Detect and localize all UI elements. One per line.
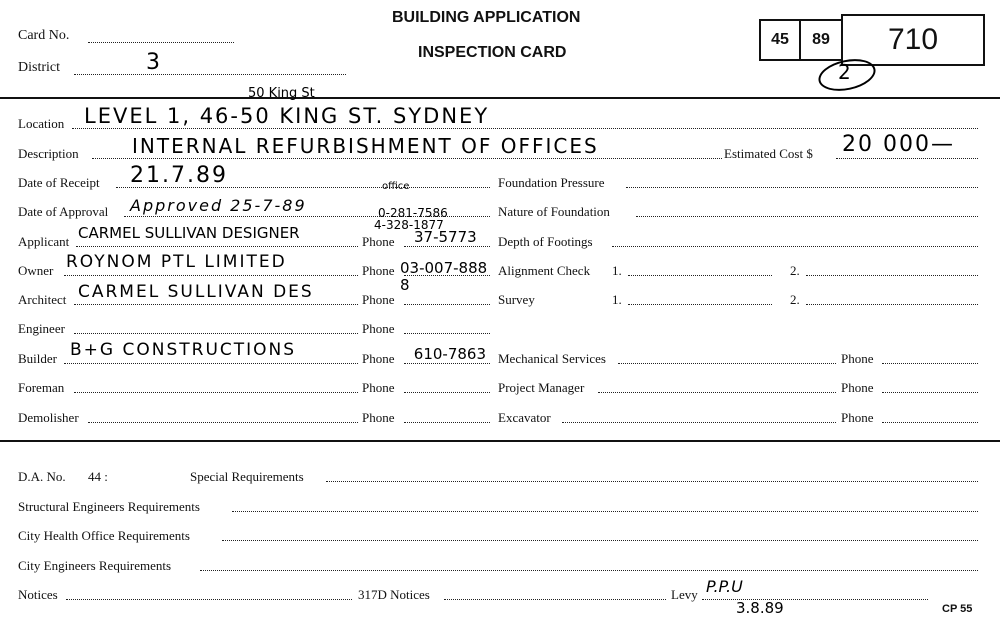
title-line-1: BUILDING APPLICATION xyxy=(392,9,581,26)
builder-phone: 610-7863 xyxy=(413,345,486,363)
date-approval-label: Date of Approval xyxy=(18,204,109,219)
special-requirements-label: Special Requirements xyxy=(190,469,304,484)
alignment-check-label: Alignment Check xyxy=(498,263,591,278)
ref-box-a: 45 xyxy=(759,19,801,61)
depth-footings-line xyxy=(612,246,978,247)
mechanical-phone-label: Phone xyxy=(841,351,874,366)
foreman-line xyxy=(74,392,358,393)
district-value: 3 xyxy=(146,50,162,75)
builder-label: Builder xyxy=(18,351,57,366)
project-manager-line xyxy=(598,392,836,393)
office-phone-1: 0-281-7586 xyxy=(378,206,448,220)
architect-phone-line xyxy=(404,304,490,305)
city-health-line xyxy=(222,540,978,541)
mechanical-services-line xyxy=(618,363,836,364)
project-manager-phone-line xyxy=(882,392,978,393)
owner-value: ROYNOM PTL LIMITED xyxy=(66,252,287,272)
nature-foundation-label: Nature of Foundation xyxy=(498,204,610,219)
owner-phone: 03-007-8888 xyxy=(400,259,488,294)
depth-footings-label: Depth of Footings xyxy=(498,234,593,249)
da-no-label: D.A. No. xyxy=(18,469,66,484)
form-code: CP 55 xyxy=(942,603,973,615)
location-value: LEVEL 1, 46-50 KING ST. SYDNEY xyxy=(84,104,490,128)
engineer-label: Engineer xyxy=(18,321,65,336)
city-engineers-line xyxy=(200,570,978,571)
engineer-phone-label: Phone xyxy=(362,321,395,336)
applicant-phone-label: Phone xyxy=(362,234,395,249)
structural-label: Structural Engineers Requirements xyxy=(18,499,200,514)
owner-phone-label: Phone xyxy=(362,263,395,278)
architect-line xyxy=(74,304,358,305)
builder-phone-label: Phone xyxy=(362,351,395,366)
card-no-line xyxy=(88,42,234,43)
levy-value: P.P.U xyxy=(706,577,743,596)
engineer-phone-line xyxy=(404,333,490,334)
foreman-phone-line xyxy=(404,392,490,393)
city-health-label: City Health Office Requirements xyxy=(18,528,190,543)
builder-value: B+G CONSTRUCTIONS xyxy=(70,340,297,360)
survey-label: Survey xyxy=(498,292,535,307)
engineer-line xyxy=(74,333,358,334)
ref-box-b: 89 xyxy=(799,19,843,61)
notices-label: Notices xyxy=(18,587,58,602)
date-receipt-label: Date of Receipt xyxy=(18,175,100,190)
header-divider xyxy=(0,97,1000,99)
foreman-label: Foreman xyxy=(18,380,65,395)
date-approval-value: Approved 25-7-89 xyxy=(130,196,307,215)
da-no-value: 44 : xyxy=(88,469,108,484)
card-no-label: Card No. xyxy=(18,28,70,43)
location-annotation: 50 King St xyxy=(248,86,315,101)
survey-two-line xyxy=(806,304,978,305)
alignment-one-line xyxy=(628,275,772,276)
survey-one-label: 1. xyxy=(612,292,622,307)
alignment-two-line xyxy=(806,275,978,276)
city-engineers-label: City Engineers Requirements xyxy=(18,558,172,573)
architect-phone-label: Phone xyxy=(362,292,395,307)
builder-line xyxy=(64,363,358,364)
demolisher-phone-line xyxy=(404,422,490,423)
excavator-line xyxy=(562,422,836,423)
survey-one-line xyxy=(628,304,772,305)
district-label: District xyxy=(18,60,60,75)
applicant-phone-line xyxy=(404,246,490,247)
excavator-label: Excavator xyxy=(498,410,551,425)
notices-317d-label: 317D Notices xyxy=(358,587,430,602)
nature-foundation-line xyxy=(636,216,978,217)
structural-line xyxy=(232,511,978,512)
owner-line xyxy=(64,275,358,276)
estimated-cost-value: 20 000— xyxy=(842,132,955,157)
ref-number-box: 710 xyxy=(841,14,985,66)
location-line xyxy=(72,128,978,129)
description-value: INTERNAL REFURBISHMENT OF OFFICES xyxy=(132,134,599,158)
notices-317d-line xyxy=(444,599,666,600)
district-line xyxy=(74,74,346,75)
location-label: Location xyxy=(18,116,65,131)
survey-two-label: 2. xyxy=(790,292,800,307)
project-manager-phone-label: Phone xyxy=(841,380,874,395)
special-requirements-line xyxy=(326,481,978,482)
demolisher-label: Demolisher xyxy=(18,410,79,425)
estimated-cost-label: Estimated Cost $ xyxy=(724,146,813,161)
architect-value: CARMEL SULLIVAN DES xyxy=(78,282,314,302)
description-label: Description xyxy=(18,146,79,161)
office-note: office xyxy=(382,181,410,192)
applicant-label: Applicant xyxy=(18,234,70,249)
demolisher-phone-label: Phone xyxy=(362,410,395,425)
mechanical-services-label: Mechanical Services xyxy=(498,351,606,366)
architect-label: Architect xyxy=(18,292,67,307)
foreman-phone-label: Phone xyxy=(362,380,395,395)
mechanical-phone-line xyxy=(882,363,978,364)
demolisher-line xyxy=(88,422,358,423)
levy-label: Levy xyxy=(671,587,698,602)
estimated-cost-line xyxy=(836,158,978,159)
excavator-phone-line xyxy=(882,422,978,423)
applicant-line xyxy=(76,246,358,247)
applicant-phone: 37-5773 xyxy=(414,228,477,246)
office-phone-2: 4-328-1877 xyxy=(374,218,444,232)
excavator-phone-label: Phone xyxy=(841,410,874,425)
foundation-pressure-label: Foundation Pressure xyxy=(498,175,605,190)
foundation-pressure-line xyxy=(626,187,978,188)
alignment-two-label: 2. xyxy=(790,263,800,278)
project-manager-label: Project Manager xyxy=(498,380,585,395)
description-line xyxy=(92,158,722,159)
title-line-2: INSPECTION CARD xyxy=(418,44,567,61)
alignment-one-label: 1. xyxy=(612,263,622,278)
levy-date: 3.8.89 xyxy=(736,599,784,617)
notices-line xyxy=(66,599,352,600)
owner-label: Owner xyxy=(18,263,54,278)
applicant-value: CARMEL SULLIVAN DESIGNER xyxy=(78,224,300,242)
middle-divider xyxy=(0,440,1000,442)
date-receipt-value: 21.7.89 xyxy=(130,163,228,188)
builder-phone-line xyxy=(404,363,490,364)
circled-mark-value: 2 xyxy=(838,60,853,84)
